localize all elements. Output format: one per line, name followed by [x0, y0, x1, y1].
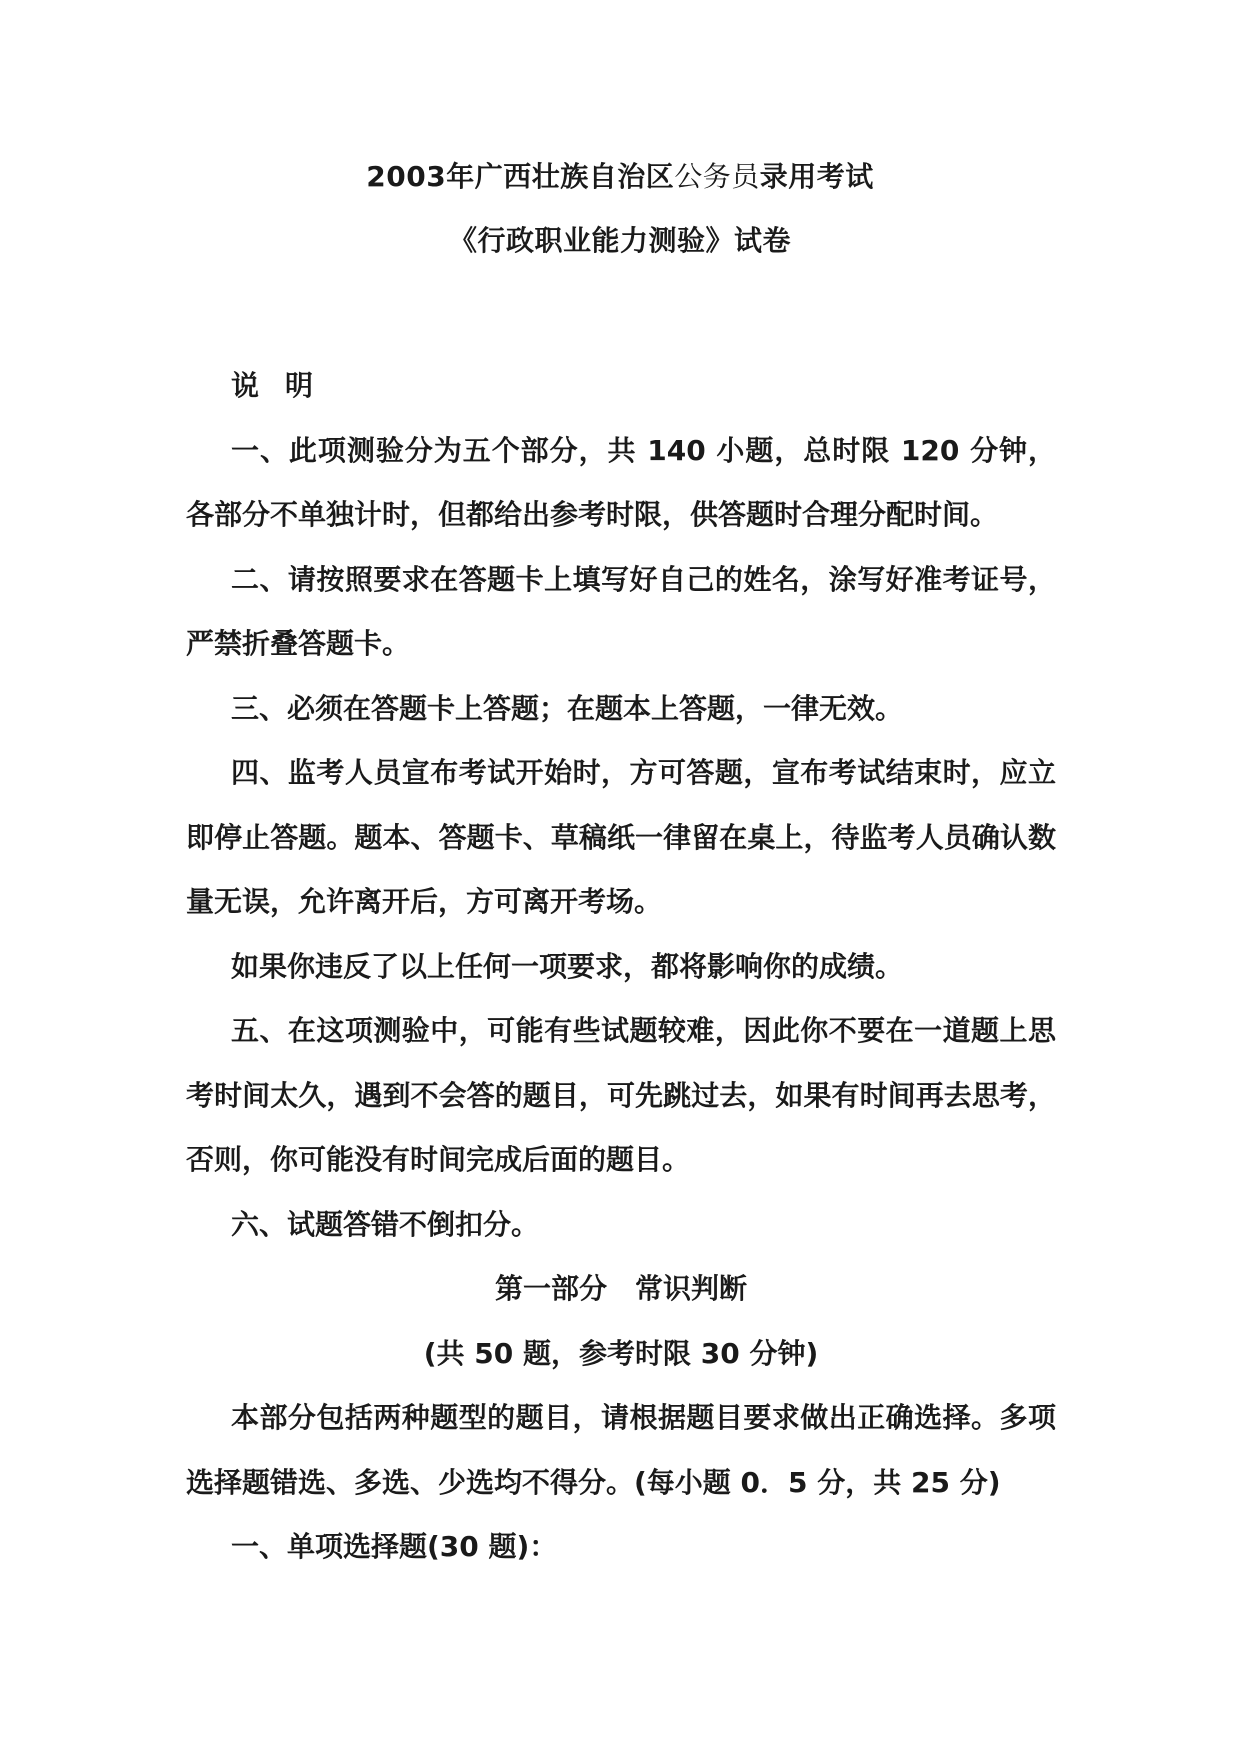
instruction-item-1: 一、此项测验分为五个部分，共 140 小题，总时限 120 分钟，各部分不单独计时，但都给出参考时限，供答题时合理分配时间。 — [186, 433, 1056, 531]
part-one-subheading: (共 50 题，参考时限 30 分钟) — [423, 1336, 819, 1370]
document-title — [0, 155, 1240, 195]
part-one-heading: 第一部分 常识判断 — [494, 1272, 747, 1305]
title-part-3: 录用考试 — [759, 160, 874, 193]
title-part-1: 年广西壮族自治区 — [446, 160, 675, 193]
instruction-item-3: 三、必须在答题卡上答题；在题本上答题，一律无效。 — [231, 691, 904, 725]
title-part-2: 公务员 — [674, 160, 760, 193]
instructions-heading — [186, 354, 1056, 419]
title-year: 2003 — [366, 160, 447, 193]
instruction-item-5: 五、在这项测验中，可能有些试题较难，因此你不要在一道题上思考时间太久，遇到不会答的题目，可先跳过去，如果有时间再去思考，否则，你可能没有时间完成后面的题目。 — [186, 1014, 1056, 1176]
instruction-item-6: 六、试题答错不倒扣分。 — [231, 1207, 540, 1241]
instructions-heading-char-2: 明 — [285, 369, 314, 402]
instructions-heading-char-1: 说 — [231, 369, 260, 402]
instruction-warning: 如果你违反了以上任何一项要求，都将影响你的成绩。 — [231, 949, 904, 983]
document-subtitle: 《行政职业能力测验》试卷 — [448, 224, 791, 257]
section-title-single-choice: 一、单项选择题(30 题)： — [231, 1530, 558, 1563]
instruction-item-4: 四、监考人员宣布考试开始时，方可答题，宣布考试结束时，应立即停止答题。题本、答题卡、草稿纸一律留在桌上，待监考人员确认数量无误，允许离开后，方可离开考场。 — [186, 756, 1056, 918]
document-body — [186, 354, 1056, 1580]
instruction-item-2: 二、请按照要求在答题卡上填写好自己的姓名，涂写好准考证号，严禁折叠答题卡。 — [186, 562, 1056, 660]
part-one-description: 本部分包括两种题型的题目，请根据题目要求做出正确选择。多项选择题错选、多选、少选均不得分。(每小题 0．5 分，共 25 分) — [186, 1401, 1056, 1499]
